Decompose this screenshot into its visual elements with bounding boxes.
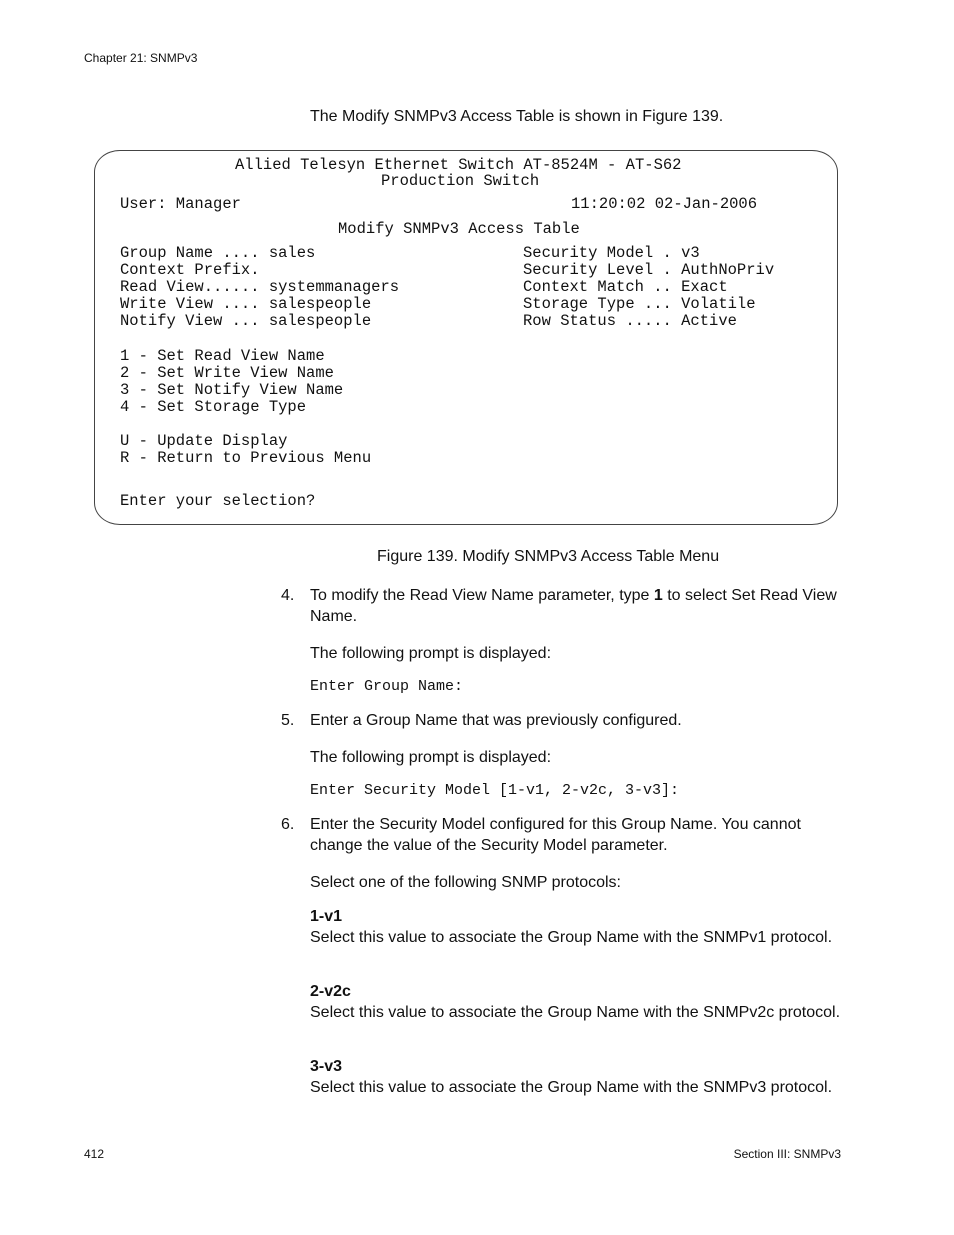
- option-v2c: [310, 981, 850, 1023]
- option-desc: Select this value to associate the Group Name with the SNMPv2c protocol.: [310, 1004, 841, 1021]
- prompt-intro: The following prompt is displayed:: [310, 749, 552, 766]
- menu-item-set-notify-view[interactable]: 3 - Set Notify View Name: [120, 381, 344, 399]
- step-number: 4.: [281, 587, 295, 604]
- chapter-header: Chapter 21: SNMPv3: [84, 51, 198, 65]
- menu-item-update-display[interactable]: U - Update Display: [120, 432, 288, 450]
- terminal-screen: [94, 150, 838, 525]
- option-desc: Select this value to associate the Group Name with the SNMPv1 protocol.: [310, 929, 833, 946]
- step-text: Enter the Security Model configured for this Group Name. You cannot change the value of the Security Model parameter.: [310, 816, 801, 854]
- section-footer: Section III: SNMPv3: [733, 1147, 841, 1161]
- prompt-security-model: Enter Security Model [1-v1, 2-v2c, 3-v3]:: [310, 782, 680, 799]
- field-notify-view: Notify View ... salespeople: [120, 312, 372, 330]
- step-text: [310, 585, 850, 627]
- menu-item-set-storage-type[interactable]: 4 - Set Storage Type: [120, 398, 307, 416]
- menu-item-set-write-view[interactable]: 2 - Set Write View Name: [120, 364, 334, 382]
- terminal-datetime: 11:20:02 02-Jan-2006: [571, 195, 758, 213]
- field-read-view: Read View...... systemmanagers: [120, 278, 400, 296]
- field-storage-type: Storage Type ... Volatile: [523, 295, 756, 313]
- step-number: 6.: [281, 816, 295, 833]
- step-text-a: To modify the Read View Name parameter, type: [310, 587, 654, 604]
- field-row-status: Row Status ..... Active: [523, 312, 737, 330]
- field-security-level: Security Level . AuthNoPriv: [523, 261, 775, 279]
- selection-prompt[interactable]: Enter your selection?: [120, 492, 316, 510]
- option-desc: Select this value to associate the Group Name with the SNMPv3 protocol.: [310, 1079, 833, 1096]
- terminal-subtitle: Production Switch: [381, 172, 540, 190]
- step-key: 1: [653, 587, 663, 604]
- step-number: 5.: [281, 712, 295, 729]
- option-v3: [310, 1056, 850, 1098]
- menu-item-return[interactable]: R - Return to Previous Menu: [120, 449, 372, 467]
- prompt-group-name: Enter Group Name:: [310, 678, 464, 695]
- terminal-screen-title: Modify SNMPv3 Access Table: [338, 220, 580, 238]
- step-text: Enter a Group Name that was previously configured.: [310, 712, 682, 729]
- field-write-view: Write View .... salespeople: [120, 295, 372, 313]
- page-number: 412: [84, 1147, 105, 1161]
- intro-text: The Modify SNMPv3 Access Table is shown in Figure 139.: [310, 108, 724, 125]
- prompt-intro: The following prompt is displayed:: [310, 645, 552, 662]
- field-context-match: Context Match .. Exact: [523, 278, 728, 296]
- field-context-prefix: Context Prefix.: [120, 261, 260, 279]
- option-title: 2-v2c: [310, 983, 351, 1000]
- menu-item-set-read-view[interactable]: 1 - Set Read View Name: [120, 347, 325, 365]
- field-security-model: Security Model . v3: [523, 244, 700, 262]
- field-group-name: Group Name .... sales: [120, 244, 316, 262]
- step-text-b: to select Set Read View Name.: [310, 587, 837, 625]
- select-intro: Select one of the following SNMP protocols:: [310, 874, 621, 891]
- option-v1: [310, 906, 850, 948]
- terminal-user: User: Manager: [120, 195, 241, 213]
- figure-caption: Figure 139. Modify SNMPv3 Access Table Menu: [377, 548, 720, 565]
- option-title: 1-v1: [310, 908, 343, 925]
- option-title: 3-v3: [310, 1058, 343, 1075]
- terminal-title: Allied Telesyn Ethernet Switch AT-8524M - AT-S62: [235, 156, 682, 174]
